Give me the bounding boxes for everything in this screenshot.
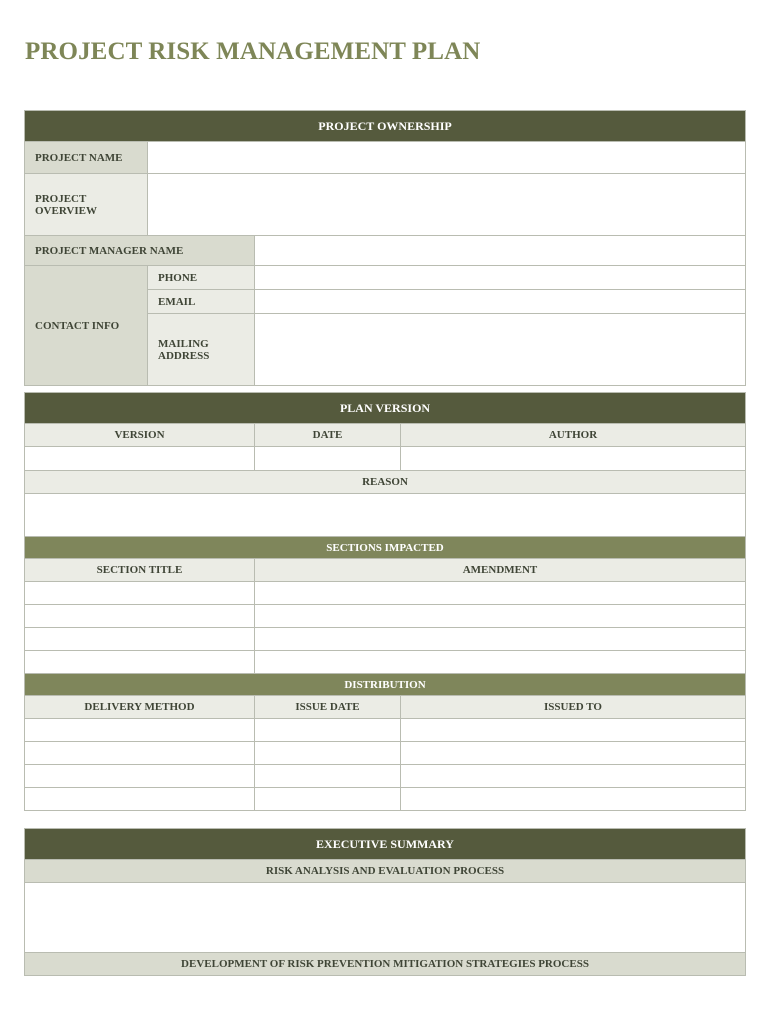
date-field[interactable] [255,447,401,471]
risk-analysis-field[interactable] [25,883,746,953]
issue-date-field[interactable] [255,788,401,811]
author-column-header: AUTHOR [401,424,746,447]
mailing-address-label: MAILING ADDRESS [148,314,255,386]
version-field[interactable] [25,447,255,471]
issued-to-field[interactable] [401,765,746,788]
amendment-field[interactable] [255,651,746,674]
issue-date-field[interactable] [255,742,401,765]
issued-to-column-header: ISSUED TO [401,696,746,719]
project-overview-field[interactable] [148,174,746,236]
project-ownership-header: PROJECT OWNERSHIP [25,111,746,142]
issue-date-field[interactable] [255,719,401,742]
section-title-field[interactable] [25,628,255,651]
delivery-method-field[interactable] [25,765,255,788]
issue-date-column-header: ISSUE DATE [255,696,401,719]
project-manager-name-label: PROJECT MANAGER NAME [25,236,255,266]
email-label: EMAIL [148,290,255,314]
delivery-method-field[interactable] [25,719,255,742]
mailing-address-field[interactable] [255,314,746,386]
risk-analysis-label: RISK ANALYSIS AND EVALUATION PROCESS [25,860,746,883]
plan-version-table [24,392,746,811]
project-ownership-table [24,110,746,386]
section-title-field[interactable] [25,651,255,674]
section-title-field[interactable] [25,582,255,605]
issued-to-field[interactable] [401,719,746,742]
section-title-column-header: SECTION TITLE [25,559,255,582]
date-column-header: DATE [255,424,401,447]
sections-impacted-header: SECTIONS IMPACTED [25,537,746,559]
project-name-label: PROJECT NAME [25,142,148,174]
page-title: PROJECT RISK MANAGEMENT PLAN [25,38,481,65]
distribution-header: DISTRIBUTION [25,674,746,696]
version-column-header: VERSION [25,424,255,447]
email-field[interactable] [255,290,746,314]
plan-version-header: PLAN VERSION [25,393,746,424]
amendment-column-header: AMENDMENT [255,559,746,582]
issue-date-field[interactable] [255,765,401,788]
phone-label: PHONE [148,266,255,290]
amendment-field[interactable] [255,628,746,651]
issued-to-field[interactable] [401,742,746,765]
reason-label: REASON [25,471,746,494]
project-overview-label: PROJECT OVERVIEW [25,174,148,236]
contact-info-label: CONTACT INFO [25,266,148,386]
amendment-field[interactable] [255,605,746,628]
phone-field[interactable] [255,266,746,290]
delivery-method-column-header: DELIVERY METHOD [25,696,255,719]
project-name-field[interactable] [148,142,746,174]
delivery-method-field[interactable] [25,788,255,811]
reason-field[interactable] [25,494,746,537]
executive-summary-table [24,828,746,976]
issued-to-field[interactable] [401,788,746,811]
development-strategies-label: DEVELOPMENT OF RISK PREVENTION MITIGATION STRATEGIES PROCESS [25,953,746,976]
project-manager-name-field[interactable] [255,236,746,266]
delivery-method-field[interactable] [25,742,255,765]
executive-summary-header: EXECUTIVE SUMMARY [25,829,746,860]
section-title-field[interactable] [25,605,255,628]
amendment-field[interactable] [255,582,746,605]
author-field[interactable] [401,447,746,471]
